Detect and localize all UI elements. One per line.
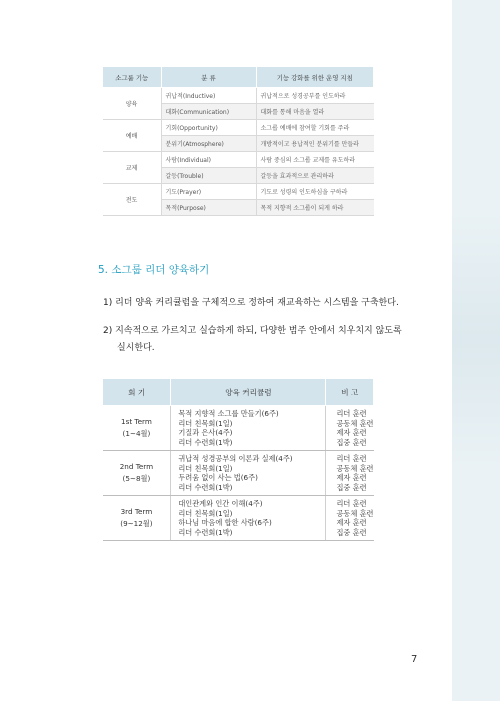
curriculum-item: 리더 친목회(1일)	[178, 463, 233, 473]
term-period: (1~4월)	[122, 429, 151, 438]
notes-cell	[326, 496, 374, 541]
table-row	[103, 88, 374, 104]
note-item: 제자 훈련	[336, 428, 367, 437]
term-period: (9~12월)	[120, 519, 153, 528]
curriculum-item: 두려움 없이 사는 법(6주)	[178, 473, 258, 482]
paragraph-2-line-2: 실시한다.	[117, 343, 155, 353]
page-number: 7	[411, 654, 418, 665]
curriculum-item: 리더 수련회(1박)	[178, 527, 233, 537]
curriculum-item: 기질과 은사(4주)	[178, 428, 233, 437]
term-period: (5~8월)	[122, 474, 151, 483]
header-curriculum: 양육 커리큘럼	[171, 379, 326, 406]
note-item: 리더 훈련	[336, 454, 367, 463]
term-name: 2nd Term	[119, 462, 154, 471]
guideline-cell: 기도로 성령의 인도하심을 구하라	[256, 184, 374, 200]
note-item: 리더 훈련	[336, 409, 367, 418]
term-cell	[103, 451, 171, 496]
guideline-cell: 개방적이고 용납적인 분위기를 만들라	[256, 136, 374, 152]
curriculum-item: 리더 수련회(1박)	[178, 482, 233, 492]
category-cell: 예배	[103, 120, 162, 152]
classification-cell: 기도(Prayer)	[161, 184, 256, 200]
term-row	[103, 496, 374, 541]
curriculum-cell	[171, 451, 326, 496]
curriculum-cell	[171, 406, 326, 451]
curriculum-item: 목적 지향적 소그룹 만들기(6주)	[178, 409, 279, 418]
category-cell: 전도	[103, 184, 162, 216]
curriculum-item: 리더 친목회(1일)	[178, 418, 233, 428]
term-cell	[103, 496, 171, 541]
guideline-cell: 소그룹 예배에 참여할 기회를 주라	[256, 120, 374, 136]
table-row	[103, 152, 374, 168]
note-item: 리더 훈련	[336, 499, 367, 508]
curriculum-item: 리더 수련회(1박)	[178, 437, 233, 447]
curriculum-cell	[171, 496, 326, 541]
note-item: 제자 훈련	[336, 518, 367, 527]
term-row	[103, 451, 374, 496]
guideline-cell: 귀납적으로 성경공부를 인도하라	[256, 88, 374, 104]
term-row	[103, 406, 374, 451]
note-item: 제자 훈련	[336, 473, 367, 482]
header-notes: 비 고	[326, 379, 374, 406]
notes-cell	[326, 451, 374, 496]
note-item: 집중 훈련	[336, 482, 367, 492]
category-cell: 양육	[103, 88, 162, 120]
category-cell: 교제	[103, 152, 162, 184]
header-guideline: 기능 강화를 위한 운영 지침	[256, 67, 374, 88]
notes-cell	[326, 406, 374, 451]
guideline-cell: 대화를 통해 마음을 열라	[256, 104, 374, 120]
header-term: 회 기	[103, 379, 171, 406]
classification-cell: 귀납적(Inductive)	[161, 88, 256, 104]
curriculum-item: 리더 친목회(1일)	[178, 508, 233, 518]
paragraph-2-line-1: 2) 지속적으로 가르치고 실습하게 하되, 다양한 범주 안에서 치우치지 않도록	[103, 326, 402, 336]
note-item: 집중 훈련	[336, 527, 367, 537]
note-item: 공동체 훈련	[336, 463, 374, 473]
guideline-cell: 사람 중심의 소그룹 교제를 유도하라	[256, 152, 374, 168]
leader-curriculum-table	[102, 378, 374, 541]
guideline-cell: 갈등을 효과적으로 관리하라	[256, 168, 374, 184]
section-heading: 5. 소그룹 리더 양육하기	[98, 264, 210, 276]
term-cell	[103, 406, 171, 451]
table-row	[103, 120, 374, 136]
small-group-function-table	[102, 66, 374, 216]
table-row	[103, 184, 374, 200]
note-item: 공동체 훈련	[336, 508, 374, 518]
side-decoration-strip	[452, 0, 500, 701]
classification-cell: 기회(Opportunity)	[161, 120, 256, 136]
curriculum-item: 하나님 마음에 합한 사람(6주)	[178, 518, 272, 527]
classification-cell: 대화(Communication)	[161, 104, 256, 120]
curriculum-item: 귀납적 성경공부의 이론과 실제(4주)	[178, 454, 293, 463]
classification-cell: 분위기(Atmosphere)	[161, 136, 256, 152]
paragraph-2	[103, 323, 403, 357]
classification-cell: 갈등(Trouble)	[161, 168, 256, 184]
header-function: 소그룹 기능	[103, 67, 162, 88]
term-name: 3rd Term	[120, 507, 153, 516]
paragraph-1: 1) 리더 양육 커리큘럼을 구체적으로 정하여 재교육하는 시스템을 구축한다.	[103, 298, 399, 308]
term-name: 1st Term	[121, 417, 152, 426]
classification-cell: 목적(Purpose)	[161, 200, 256, 216]
header-classification: 분 류	[161, 67, 256, 88]
note-item: 집중 훈련	[336, 437, 367, 447]
guideline-cell: 목적 지향적 소그룹이 되게 하라	[256, 200, 374, 216]
classification-cell: 사람(Individual)	[161, 152, 256, 168]
curriculum-item: 대인관계와 인간 이해(4주)	[178, 499, 263, 508]
note-item: 공동체 훈련	[336, 418, 374, 428]
